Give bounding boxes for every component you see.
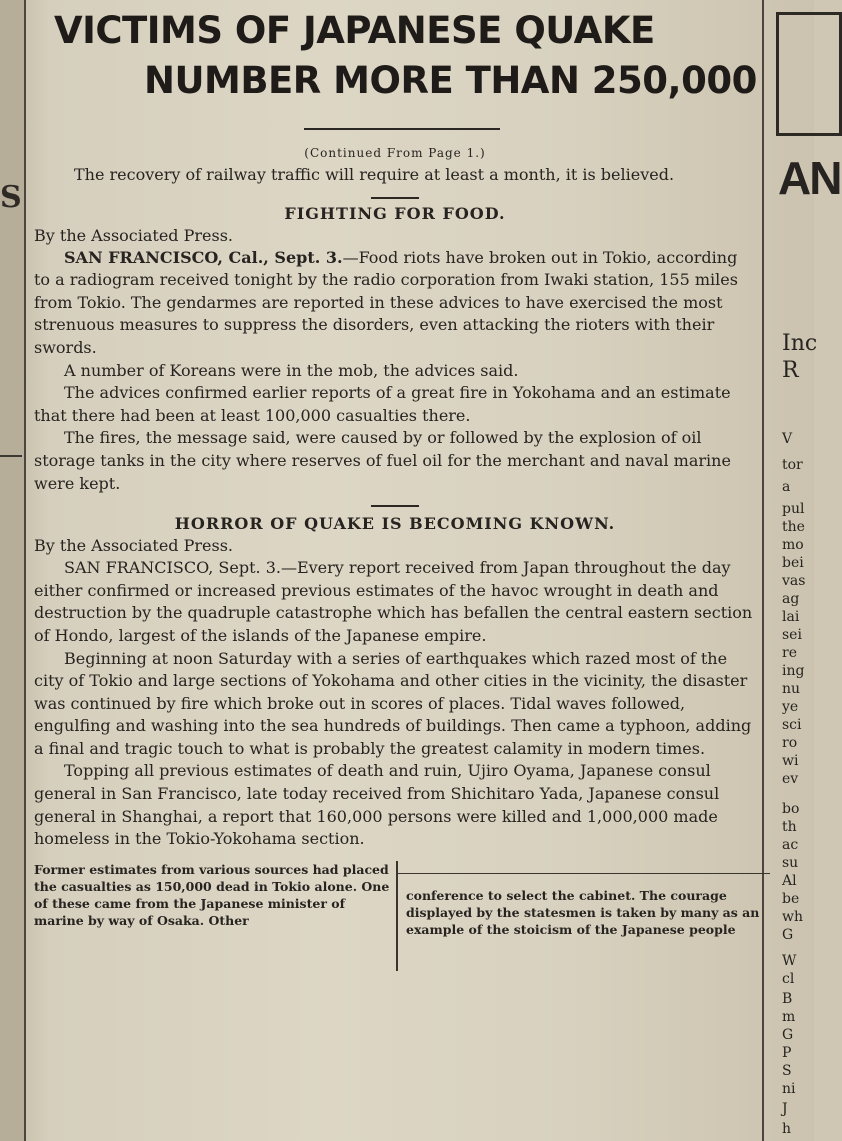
left-edge-rule <box>0 455 22 457</box>
headline-line-2: NUMBER MORE THAN 250,000 <box>144 59 757 102</box>
right-adjacent-column <box>768 0 841 1141</box>
right-column-fragment: R <box>782 358 799 383</box>
right-column-fragment: ac <box>782 837 799 853</box>
right-column-fragment: h <box>782 1121 792 1137</box>
right-column-fragment: G <box>782 927 794 943</box>
bottom-column-rule <box>396 861 398 971</box>
column-rule <box>762 0 764 1141</box>
section-divider <box>371 505 419 507</box>
section2-byline: By the Associated Press. <box>34 536 234 556</box>
right-column-fragment: ag <box>782 591 800 607</box>
bottom-right-text: conference to select the cabinet. The courage displayed by the statesmen is taken by many as an example of the stoicism of the Japanese people <box>406 887 760 937</box>
bottom-horizontal-rule <box>396 873 770 874</box>
right-column-fragment: wi <box>782 753 799 769</box>
section2-paragraph-1: SAN FRANCISCO, Sept. 3.—Every report received from Japan throughout the day either confirmed or increased previous estimates of the havoc wrought in death and destruction by the quadruple catastrophe which has befallen the central eastern section of Hondo, largest of the islands of the Japanese empire. <box>34 558 753 645</box>
right-column-fragment: th <box>782 819 797 835</box>
section1-paragraph-4: The fires, the message said, were caused by or followed by the explosion of oil storage tanks in the city where reserves of fuel oil for the merchant and naval marine were kept. <box>34 428 731 493</box>
right-column-fragment: vas <box>782 573 806 589</box>
right-column-fragment: W <box>782 953 797 969</box>
right-column-fragment: bo <box>782 801 800 817</box>
section-divider <box>371 197 419 199</box>
section1-subhead: FIGHTING FOR FOOD. <box>284 203 506 223</box>
section1-paragraph-1-text: —Food riots have broken out in Tokio, according to a radiogram received tonight by the radio corporation from Iwaki station, 155 miles from Tokio. The gendarmes are reported in these advices to have exercised the most strenuous measures to suppress the disorders, even attacking the rioters with their swords. <box>34 247 738 357</box>
continued-note: (Continued From Page 1.) <box>304 146 486 160</box>
right-column-fragment: J <box>782 1101 788 1117</box>
left-adjacent-column <box>0 0 26 1141</box>
right-column-fragment: m <box>782 1009 796 1025</box>
right-column-fragment: Al <box>782 873 797 889</box>
right-column-fragment: su <box>782 855 799 871</box>
right-column-fragment: sei <box>782 627 802 643</box>
right-column-fragment: ye <box>782 699 799 715</box>
section1-byline: By the Associated Press. <box>34 225 234 245</box>
section2-paragraph-2: Beginning at noon Saturday with a series of earthquakes which razed most of the city of Tokio and large sections of Yokohama and other cities in the vicinity, the disaster was continued by fire which broke out in scores of places. Tidal waves followed, engulfing and washing into the sea hundreds of buildings. Then came a typhoon, adding a final and tragic touch to what is probably the greatest calamity in modern times. <box>34 648 752 758</box>
intro-paragraph: The recovery of railway traffic will require at least a month, it is believed. <box>74 165 675 184</box>
headline <box>34 6 756 106</box>
right-column-fragment: P <box>782 1045 792 1061</box>
right-column-fragment: re <box>782 645 797 661</box>
right-column-fragment: sci <box>782 717 802 733</box>
section1-paragraph-2: A number of Koreans were in the mob, the advices said. <box>64 360 519 380</box>
right-column-fragment: ev <box>782 771 799 787</box>
right-column-fragment: Inc <box>782 331 818 356</box>
right-column-fragment: V <box>782 431 793 447</box>
section2-subhead: HORROR OF QUAKE IS BECOMING KNOWN. <box>174 514 616 534</box>
section1-paragraph-1 <box>34 247 756 360</box>
bottom-columns <box>34 861 760 971</box>
right-column-fragment: lai <box>782 609 800 625</box>
left-edge-fragment: S <box>0 180 22 215</box>
right-column-box <box>776 12 842 136</box>
section1-paragraph-3: The advices confirmed earlier reports of a great fire in Yokohama and an estimate that there had been at least 100,000 casualties there. <box>34 383 731 425</box>
right-column-fragment: ni <box>782 1081 796 1097</box>
right-column-heading-fragment: AN <box>778 152 841 204</box>
right-column-fragment: G <box>782 1027 794 1043</box>
right-column-fragment: bei <box>782 555 804 571</box>
right-column-fragment: a <box>782 479 791 495</box>
headline-line-1: VICTIMS OF JAPANESE QUAKE <box>54 9 655 52</box>
right-column-fragment: ing <box>782 663 805 679</box>
section1-dateline: SAN FRANCISCO, Cal., Sept. 3. <box>64 247 343 267</box>
right-column-fragment: the <box>782 519 805 535</box>
right-column-fragment: B <box>782 991 793 1007</box>
right-column-fragment: pul <box>782 501 805 517</box>
right-column-fragment: be <box>782 891 800 907</box>
article-column <box>34 6 760 971</box>
right-column-fragment: tor <box>782 457 803 473</box>
right-column-fragment: mo <box>782 537 804 553</box>
bottom-left-text: Former estimates from various sources had placed the casualties as 150,000 dead in Tokio alone. One of these came from the Japanese minister of marine by way of Osaka. Other <box>34 861 390 928</box>
section2 <box>34 505 756 851</box>
right-column-fragment: wh <box>782 909 803 925</box>
headline-rule <box>304 128 500 130</box>
section2-paragraph-3: Topping all previous estimates of death and ruin, Ujiro Oyama, Japanese consul general in San Francisco, late today received from Shichitaro Yada, Japanese consul general in Shanghai, a report that 160,000 persons were killed and 1,000,000 made homeless in the Tokio-Yokohama section. <box>34 761 720 849</box>
right-column-fragment: cl <box>782 971 795 987</box>
right-column-fragment: nu <box>782 681 801 697</box>
right-column-fragment: S <box>782 1063 792 1079</box>
right-column-fragment: ro <box>782 735 798 751</box>
